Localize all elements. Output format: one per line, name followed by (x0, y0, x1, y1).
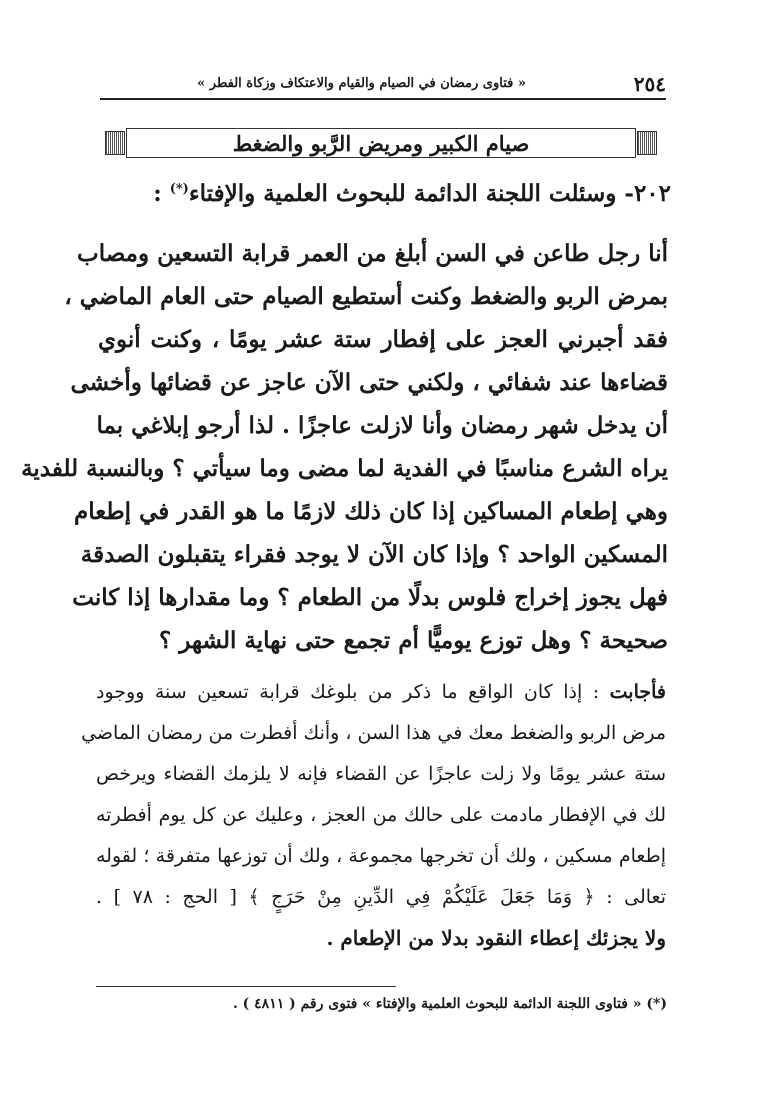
question-line: المسكين الواحد ؟ وإذا كان الآن لا يوجد فقراء يتقبلون الصدقة (80, 541, 668, 568)
question-line: أن يدخل شهر رمضان وأنا لازلت عاجزًا . لذا أرجو إبلاغي بما (96, 412, 668, 439)
question-line: بمرض الربو والضغط وكنت أستطيع الصيام حتى العام الماضي ، (64, 283, 668, 310)
answer-first-line (96, 672, 666, 713)
answer-last-line: ولا يجزئك إعطاء النقود بدلا من الإطعام . (326, 926, 666, 950)
question-line: وهي إطعام المساكين إذا كان ذلك لازمًا ما هو القدر في إطعام (74, 498, 668, 525)
answer-line: مرض الربو والضغط معك في هذا السن ، وأنك أفطرت من رمضان الماضي (81, 722, 666, 744)
answer-lead: فأجابت (609, 681, 666, 703)
answer-line: إطعام مسكين ، ولك أن تخرجها مجموعة ، ولك أن توزعها متفرقة ؛ لقوله (96, 845, 666, 867)
page-number: ٢٥٤ (633, 72, 666, 96)
footnote-marker: (*) (169, 181, 189, 197)
question-heading (81, 180, 671, 207)
question-line: يراه الشرع مناسبًا في الفدية لما مضى وما سيأتي ؟ وبالنسبة للفدية (21, 455, 668, 482)
answer-body (81, 672, 666, 959)
answer-line: ستة عشر يومًا ولا زلت عاجزًا عن القضاء فإنه لا يلزمك القضاء ويرخص (96, 763, 666, 785)
section-title-banner (126, 128, 636, 158)
answer-first-line-rest: : إذا كان الواقع ما ذكر من بلوغك قرابة تسعين سنة ووجود (96, 681, 610, 703)
footnote-divider (96, 986, 396, 987)
section-title: صيام الكبير ومريض الرَّبو والضغط (232, 130, 530, 156)
running-title: « فتاوى رمضان في الصيام والقيام والاعتكاف وزكاة الفطر » (197, 76, 526, 91)
answer-line: لك في الإفطار مادمت على حالك من العجز ، وعليك عن كل يوم أفطرته (96, 804, 666, 826)
footnote: (*) « فتاوى اللجنة الدائمة للبحوث العلمية والإفتاء » فتوى رقم ( ٤٨١١ ) . (232, 996, 667, 1012)
running-header (100, 72, 666, 100)
question-line: صحيحة ؟ وهل توزع يوميًّا أم تجمع حتى نهاية الشهر ؟ (159, 627, 668, 654)
answer-line-quran: تعالى : ﴿ وَمَا جَعَلَ عَلَيْكُمْ فِي الدِّينِ مِنْ حَرَجٍ ﴾ [ الحج : ٧٨ ] . (96, 886, 666, 908)
question-heading-text: ٢٠٢- وسئلت اللجنة الدائمة للبحوث العلمية والإفتاء (188, 180, 671, 207)
question-line: فهل يجوز إخراج فلوس بدلًا من الطعام ؟ وما مقدارها إذا كانت (72, 584, 668, 611)
question-line: فقد أجبرني العجز على إفطار ستة عشر يومًا ، وكنت أنوي (98, 326, 668, 353)
question-heading-tail: : (153, 180, 170, 207)
question-line: أنا رجل طاعن في السن أبلغ من العمر قرابة التسعين ومصاب (77, 240, 668, 267)
question-line: قضاءها عند شفائي ، ولكني حتى الآن عاجز عن قضائها وأخشى (70, 369, 668, 396)
question-body (21, 232, 668, 662)
